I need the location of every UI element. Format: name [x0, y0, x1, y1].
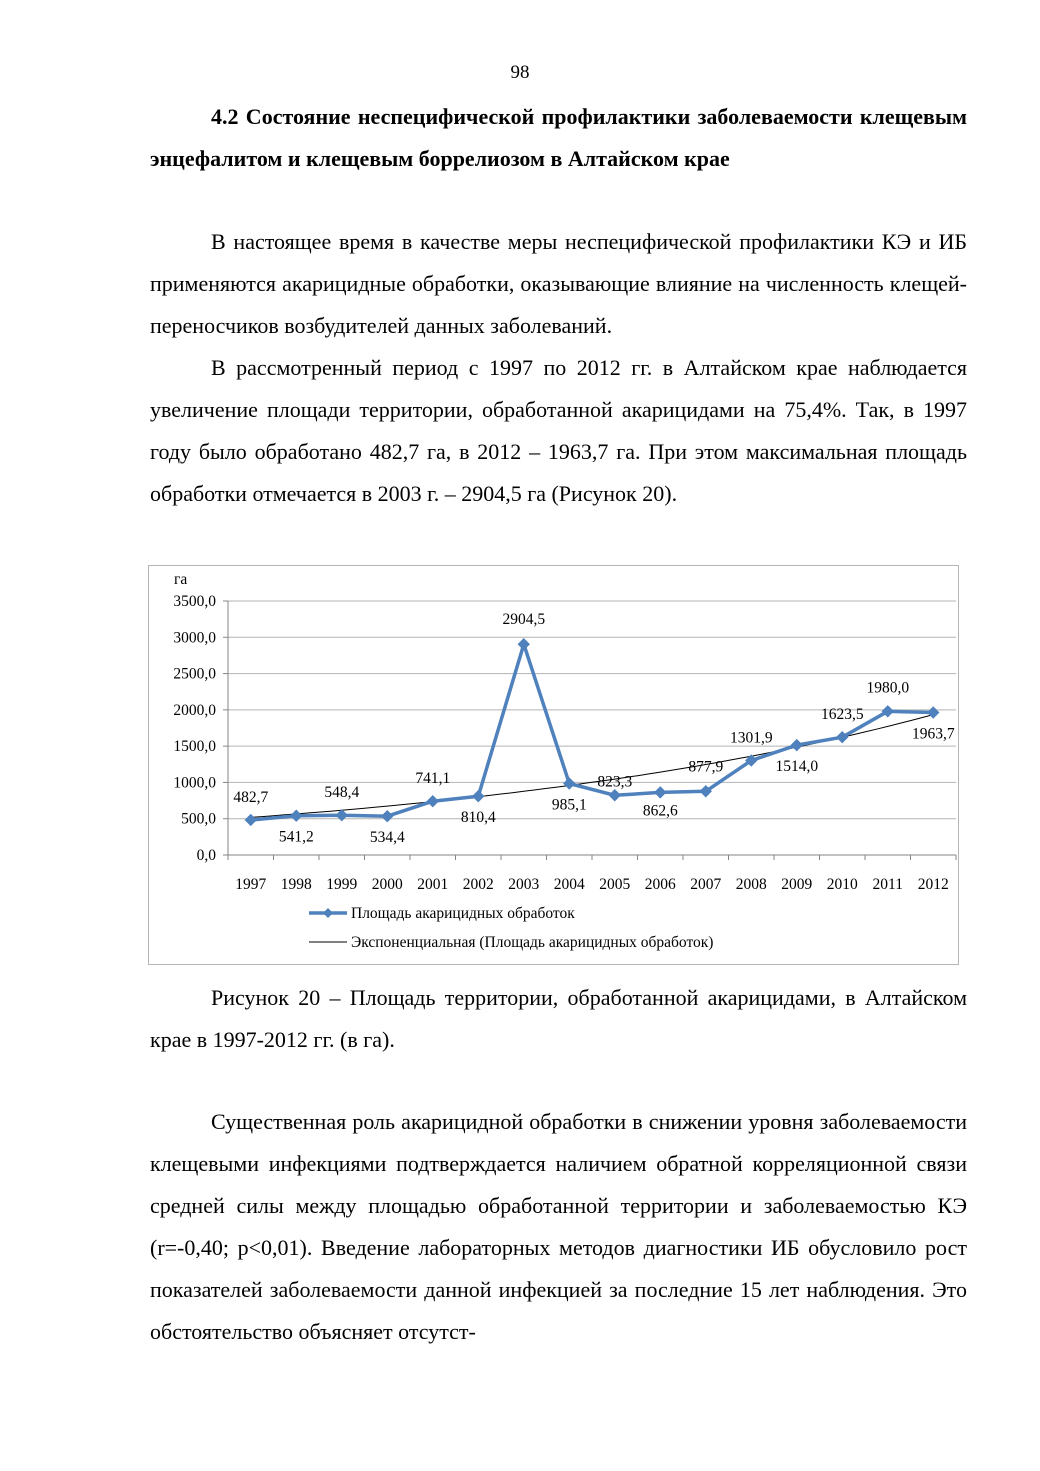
data-label: 534,4 [369, 829, 405, 847]
data-label: 548,4 [324, 784, 360, 802]
y-tick-label: 3500,0 [173, 593, 216, 610]
legend-label: Экспоненциальная (Площадь акарицидных обработок) [351, 934, 714, 951]
data-point [564, 778, 575, 789]
y-tick-label: 1500,0 [173, 738, 216, 756]
paragraph: В настоящее время в качестве меры неспецифической профилактики КЭ и ИБ применяются акарицидные обработки, оказывающие влияние на численность клещей-переносчиков возбудителей данных заболеваний. [150, 229, 967, 338]
x-tick-label: 1998 [280, 876, 312, 893]
paragraph: Существенная роль акарицидной обработки в снижении уровня заболеваемости клещевыми инфекциями подтверждается наличием обратной корреляционной связи средней силы между площадью обработанной территории и заболеваемостью КЭ (r=-0,40; p<0,01). Введение лабораторных методов диагностики ИБ обусловило рост показателей заболеваемости данной инфекцией за последние 15 лет наблюдения. Это обстоятельство объясняет отсутст- [150, 1109, 967, 1344]
section-heading: 4.2 Состояние неспецифической профилактики заболеваемости клещевым энцефалитом и клещевым боррелиозом в Алтайском крае [150, 104, 967, 171]
y-tick-label: 3000,0 [173, 629, 216, 647]
data-point [427, 796, 438, 807]
paragraph: В рассмотренный период с 1997 по 2012 гг. в Алтайском крае наблюдается увеличение площади территории, обработанной акарицидами на 75,4%. Так, в 1997 году было обработано 482,7 га, в 2012 – 1963,7 га. При этом максимальная площадь обработки отмечается в 2003 г. – 2904,5 га (Рисунок 20). [150, 355, 967, 506]
x-tick-label: 2006 [644, 876, 676, 893]
data-label: 1963,7 [911, 725, 955, 743]
data-point [245, 814, 256, 825]
x-tick-label: 2004 [553, 876, 585, 893]
page-number: 98 [510, 62, 530, 83]
data-point [791, 740, 802, 751]
area-chart-figure [148, 565, 959, 965]
data-point [382, 811, 393, 822]
y-tick-label: 2500,0 [173, 665, 216, 683]
x-tick-label: 2011 [872, 876, 903, 893]
data-label: 2904,5 [502, 611, 546, 629]
y-tick-label: 2000,0 [173, 701, 216, 719]
data-point [473, 791, 484, 802]
data-label: 1514,0 [775, 758, 819, 776]
data-label: 823,3 [597, 773, 633, 791]
x-tick-label: 2007 [690, 876, 722, 893]
data-point [655, 787, 666, 798]
data-label: 741,1 [415, 770, 451, 788]
line-chart [149, 566, 960, 966]
data-point [609, 790, 620, 801]
x-tick-label: 2008 [735, 876, 767, 893]
x-tick-label: 2009 [781, 876, 813, 893]
legend-label: Площадь акарицидных обработок [351, 905, 575, 922]
x-tick-label: 2002 [462, 876, 494, 893]
y-tick-label: 1000,0 [173, 774, 216, 792]
y-axis-label: га [174, 571, 188, 588]
data-label: 1301,9 [729, 729, 773, 747]
data-label: 1980,0 [866, 679, 910, 697]
trendline [251, 715, 934, 818]
x-tick-label: 1997 [235, 876, 267, 893]
data-point [518, 639, 529, 650]
y-tick-label: 0,0 [196, 847, 216, 864]
data-label: 810,4 [460, 809, 496, 827]
legend-swatch-marker [323, 908, 333, 918]
data-label: 985,1 [551, 796, 587, 814]
x-tick-label: 1999 [326, 876, 358, 893]
data-label: 877,9 [688, 758, 724, 776]
data-point [928, 707, 939, 718]
data-label: 541,2 [278, 828, 314, 846]
y-tick-label: 500,0 [181, 810, 216, 828]
x-tick-label: 2000 [371, 876, 403, 893]
x-tick-label: 2010 [826, 876, 858, 893]
data-label: 1623,5 [820, 706, 864, 724]
figure-caption: Рисунок 20 – Площадь территории, обработанной акарицидами, в Алтайском крае в 1997-2012 гг. (в га). [150, 985, 967, 1052]
x-tick-label: 2001 [417, 876, 449, 893]
data-point [291, 810, 302, 821]
x-tick-label: 2012 [917, 876, 949, 893]
data-label: 862,6 [642, 802, 678, 820]
x-tick-label: 2005 [599, 876, 631, 893]
data-label: 482,7 [233, 788, 269, 806]
x-tick-label: 2003 [508, 876, 540, 893]
